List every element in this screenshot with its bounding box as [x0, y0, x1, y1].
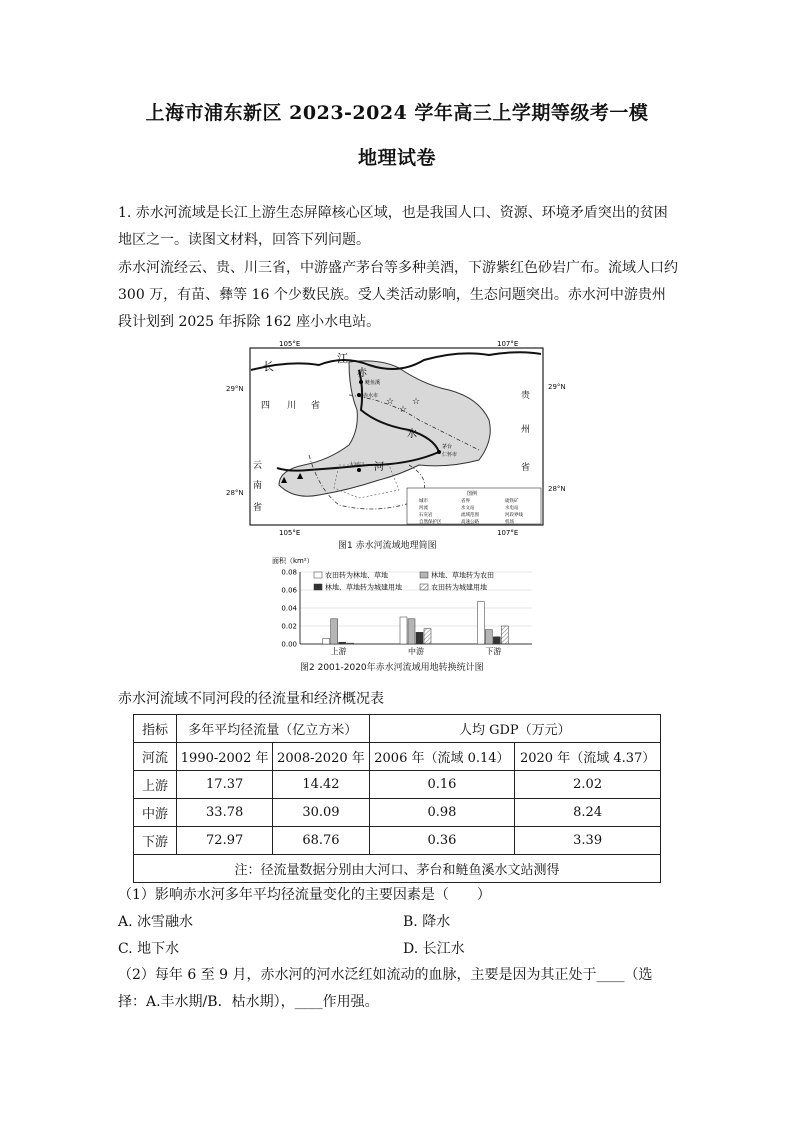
- subheader: 2008-2020 年: [273, 743, 369, 771]
- bar: [485, 630, 492, 644]
- city-label: 茅台: [442, 444, 453, 450]
- table-cell: 72.97: [177, 827, 273, 855]
- page-title: 上海市浦东新区 2023-2024 学年高三上学期等级考一模: [145, 102, 649, 124]
- legend-label: 林地、草地转为城建用地: [325, 583, 402, 592]
- legend-label: 林地、草地转为农田: [431, 571, 494, 580]
- legend-swatch: [314, 584, 322, 590]
- y-tick-label: 0.00: [281, 640, 297, 649]
- map-label: 水: [407, 429, 417, 440]
- lat-label: 28°N: [226, 489, 244, 497]
- map-legend: [407, 488, 541, 525]
- lat-label: 29°N: [226, 385, 244, 393]
- option-b[interactable]: B. 降水: [403, 914, 451, 930]
- legend-swatch: [314, 572, 322, 578]
- legend-item: 省界: [461, 499, 470, 504]
- table-note: 注：径流量数据分别由大河口、茅台和鲢鱼溪水文站测得: [134, 855, 661, 883]
- chart-caption: 图2 2001-2020年赤水河流域用地转换统计图: [300, 663, 484, 673]
- table-cell: 上游: [134, 771, 177, 799]
- map-label: 四: [261, 401, 271, 411]
- x-tick-label: 下游: [485, 647, 502, 656]
- table-row: [134, 771, 661, 799]
- y-tick-label: 0.02: [281, 622, 297, 631]
- material-paragraph: 赤水河流经云、贵、川三省，中游盛产茅台等多种美酒，下游紫红色砂岩广布。流域人口约 300 万，有苗、彝等 16 个少数民族。受人类活动影响，生态问题突出。赤水河中游贵州段计划到 2025 年拆除 162 座小水电站。: [118, 260, 678, 330]
- bar: [400, 617, 407, 644]
- table-row: [134, 799, 661, 827]
- table-cell: 68.76: [273, 827, 369, 855]
- legend-swatch: [420, 584, 428, 590]
- option-c[interactable]: C. 地下水: [118, 941, 180, 957]
- land-conversion-chart: [270, 556, 540, 660]
- table-title: 赤水河流域不同河段的径流量和经济概况表: [118, 691, 384, 707]
- limestone-marker: ☆: [386, 397, 395, 407]
- legend-label: 农田转为城建用地: [431, 583, 487, 592]
- city-marker: [437, 450, 441, 454]
- legend-title: 图例: [467, 491, 478, 497]
- limestone-marker: ☆: [399, 405, 408, 415]
- question-1-stem: 1. 赤水河流域是长江上游生态屏障核心区域，也是我国人口、资源、环境矛盾突出的贫困地区之一。读图文材料，回答下列问题。: [118, 205, 668, 248]
- table-cell: 33.78: [177, 799, 273, 827]
- subheader: 1990-2002 年: [177, 743, 273, 771]
- question-1-2-stem: （2）每年 6 至 9 月，赤水河的河水泛红如流动的血脉，主要是因为其正处于____（选择：A.丰水期/B．枯水期），____作用强。: [118, 967, 653, 1010]
- lon-label: 105°E: [279, 529, 301, 537]
- lon-label: 107°E: [497, 340, 519, 348]
- x-tick-label: 中游: [408, 647, 424, 656]
- legend-item: 河流: [419, 506, 428, 511]
- map-label: 省: [521, 463, 531, 473]
- bar: [493, 637, 500, 644]
- legend-item: 城市: [419, 499, 428, 504]
- map-caption: 图1 赤水河流域地理简图: [338, 541, 437, 551]
- subheader: 2006 年（流域 0.14）: [369, 743, 515, 771]
- option-d[interactable]: D. 长江水: [403, 941, 465, 957]
- bar: [408, 619, 415, 644]
- bar: [339, 642, 346, 644]
- legend-label: 农田转为林地、草地: [325, 571, 388, 580]
- lat-label: 28°N: [548, 485, 566, 493]
- map-label: 长: [263, 360, 274, 373]
- runoff-gdp-table: [133, 714, 661, 883]
- y-axis-label: 面积（km²）: [272, 557, 314, 565]
- city-label: 仁怀市: [442, 452, 458, 458]
- map-label: 河: [374, 462, 384, 473]
- question-1-1-stem: （1）影响赤水河多年平均径流量变化的主要因素是（ ）: [118, 887, 491, 903]
- table-row: [134, 827, 661, 855]
- subheader: 2020 年（流域 4.37）: [515, 743, 661, 771]
- lon-label: 107°E: [497, 529, 519, 537]
- option-a[interactable]: A. 冰雪融水: [118, 914, 194, 930]
- legend-swatch: [420, 572, 428, 578]
- legend-item: 石灰岩: [419, 513, 433, 518]
- x-tick-label: 上游: [330, 647, 347, 656]
- map-label: 贵: [521, 391, 531, 401]
- bar: [501, 626, 508, 644]
- header-section: 河流: [134, 743, 177, 771]
- mine-marker: ▲: [281, 475, 288, 484]
- table-cell: 14.42: [273, 771, 369, 799]
- table-cell: 0.16: [369, 771, 515, 799]
- legend-item: 高速公路: [461, 520, 479, 525]
- mine-marker: ▲: [297, 471, 304, 480]
- table-cell: 8.24: [515, 799, 661, 827]
- table-cell: 3.39: [515, 827, 661, 855]
- city-label: 大河口: [349, 462, 365, 468]
- map-label: 江: [337, 352, 348, 365]
- table-cell: 30.09: [273, 799, 369, 827]
- map-label: 赤: [357, 368, 367, 379]
- limestone-marker: ☆: [412, 397, 421, 407]
- page-subtitle: 地理试卷: [357, 147, 436, 169]
- table-cell: 中游: [134, 799, 177, 827]
- header-gdp: 人均 GDP（万元）: [369, 715, 660, 743]
- legend-item: 水电站: [505, 506, 519, 511]
- header-index: 指标: [134, 715, 177, 743]
- bar: [323, 639, 330, 644]
- city-marker: [359, 380, 363, 384]
- map-label: 省: [253, 503, 263, 513]
- map-label: 省: [311, 401, 321, 411]
- map-label: 云: [253, 461, 263, 471]
- bar: [416, 632, 423, 644]
- bar: [331, 619, 338, 644]
- table-cell: 2.02: [515, 771, 661, 799]
- map-label: 州: [521, 425, 531, 435]
- legend-item: 水文站: [461, 506, 475, 511]
- map-label: 南: [253, 481, 263, 491]
- legend-item: 机场: [505, 520, 514, 525]
- lon-label: 105°E: [279, 340, 301, 348]
- bar: [347, 643, 354, 644]
- legend-item: 自然保护区: [419, 520, 442, 525]
- city-marker: [357, 468, 361, 472]
- y-tick-label: 0.06: [281, 586, 297, 595]
- city-label: 赤水市: [363, 393, 379, 399]
- map-label: 川: [287, 401, 297, 411]
- legend-item: 河段界线: [505, 513, 523, 518]
- watershed-map: [249, 340, 545, 540]
- city-marker: [357, 393, 361, 397]
- y-tick-label: 0.08: [281, 568, 297, 577]
- city-label: 鲢鱼溪: [365, 380, 381, 386]
- legend-item: 流域范围: [461, 513, 479, 518]
- bar: [424, 629, 431, 644]
- lat-label: 29°N: [548, 383, 566, 391]
- table-cell: 下游: [134, 827, 177, 855]
- table-cell: 0.36: [369, 827, 515, 855]
- legend-item: 硫铁矿: [505, 499, 519, 504]
- header-runoff: 多年平均径流量（亿立方米）: [177, 715, 370, 743]
- bar: [477, 602, 484, 644]
- y-tick-label: 0.04: [281, 604, 297, 613]
- table-cell: 17.37: [177, 771, 273, 799]
- table-cell: 0.98: [369, 799, 515, 827]
